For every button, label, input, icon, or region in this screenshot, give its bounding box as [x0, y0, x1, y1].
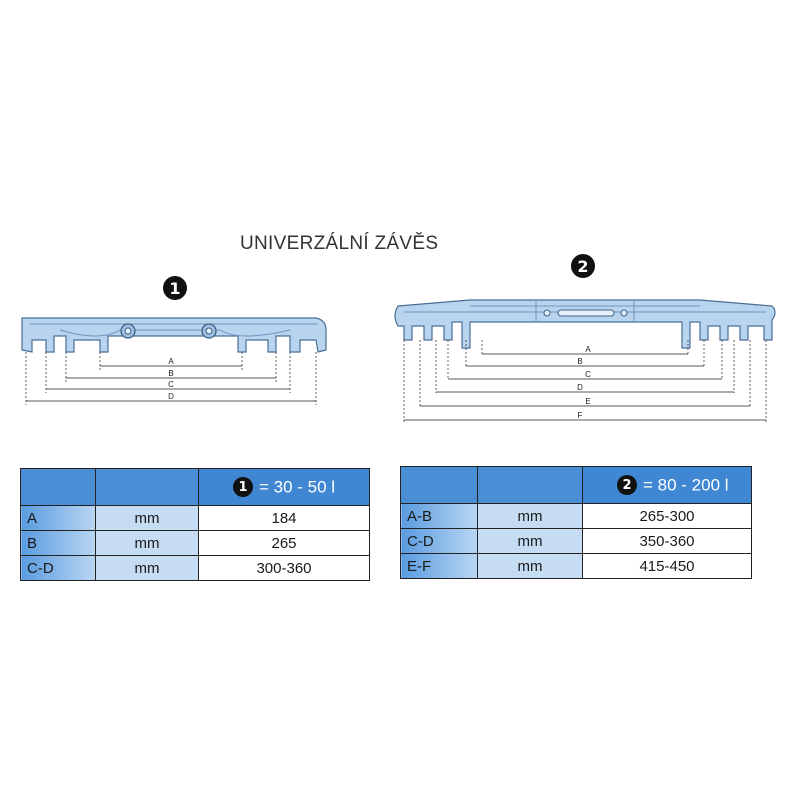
- table-1-header-empty: [21, 469, 96, 506]
- hanger-2-badge: 2: [571, 254, 595, 278]
- hanger-2-dim-f: F: [577, 411, 583, 420]
- table-row: [401, 529, 752, 554]
- hanger-2-dim-c: C: [585, 370, 591, 379]
- row-value: 415-450: [583, 554, 752, 579]
- table-1-capacity-header: [199, 469, 370, 506]
- row-unit: mm: [478, 554, 583, 579]
- row-unit: mm: [96, 556, 199, 581]
- table-2-capacity-label: = 80 - 200 l: [643, 475, 729, 495]
- row-label: E-F: [401, 554, 478, 579]
- row-unit: mm: [478, 504, 583, 529]
- diagram-title: UNIVERZÁLNÍ ZÁVĚS: [240, 233, 439, 254]
- row-value: 265: [199, 531, 370, 556]
- row-label: A-B: [401, 504, 478, 529]
- row-unit: mm: [478, 529, 583, 554]
- row-unit: mm: [96, 531, 199, 556]
- hanger-2-dim-a: A: [585, 345, 591, 354]
- row-value: 300-360: [199, 556, 370, 581]
- spec-table-1: [20, 468, 370, 581]
- hanger-2-dim-d: D: [577, 383, 583, 392]
- row-value: 350-360: [583, 529, 752, 554]
- table-row: [21, 556, 370, 581]
- row-value: 265-300: [583, 504, 752, 529]
- table-row: [401, 504, 752, 529]
- hanger-1-badge: 1: [163, 276, 187, 300]
- table-2-capacity-header: [583, 467, 752, 504]
- table-1-header-empty: [96, 469, 199, 506]
- table-2-header-row: [401, 467, 752, 504]
- row-label: B: [21, 531, 96, 556]
- table-2-header-empty: [478, 467, 583, 504]
- row-value: 184: [199, 506, 370, 531]
- hanger-1-dim-c: C: [168, 380, 174, 389]
- hanger-1-dim-a: A: [168, 357, 174, 366]
- hanger-2-dim-e: E: [585, 397, 591, 406]
- row-label: A: [21, 506, 96, 531]
- table-row: [21, 531, 370, 556]
- row-unit: mm: [96, 506, 199, 531]
- table-2-badge: 2: [617, 475, 637, 495]
- hanger-2-bracket: [395, 300, 775, 348]
- row-label: C-D: [21, 556, 96, 581]
- table-2-header-empty: [401, 467, 478, 504]
- row-label: C-D: [401, 529, 478, 554]
- table-1-capacity-label: = 30 - 50 l: [259, 477, 336, 497]
- spec-table-2: [400, 466, 752, 579]
- hanger-1-dim-b: B: [168, 369, 174, 378]
- table-row: [21, 506, 370, 531]
- table-1-header-row: [21, 469, 370, 506]
- table-1-badge: 1: [233, 477, 253, 497]
- hanger-1-dim-d: D: [168, 392, 174, 401]
- hanger-2-dim-b: B: [577, 357, 583, 366]
- hanger-1-bracket: [22, 318, 326, 352]
- table-row: [401, 554, 752, 579]
